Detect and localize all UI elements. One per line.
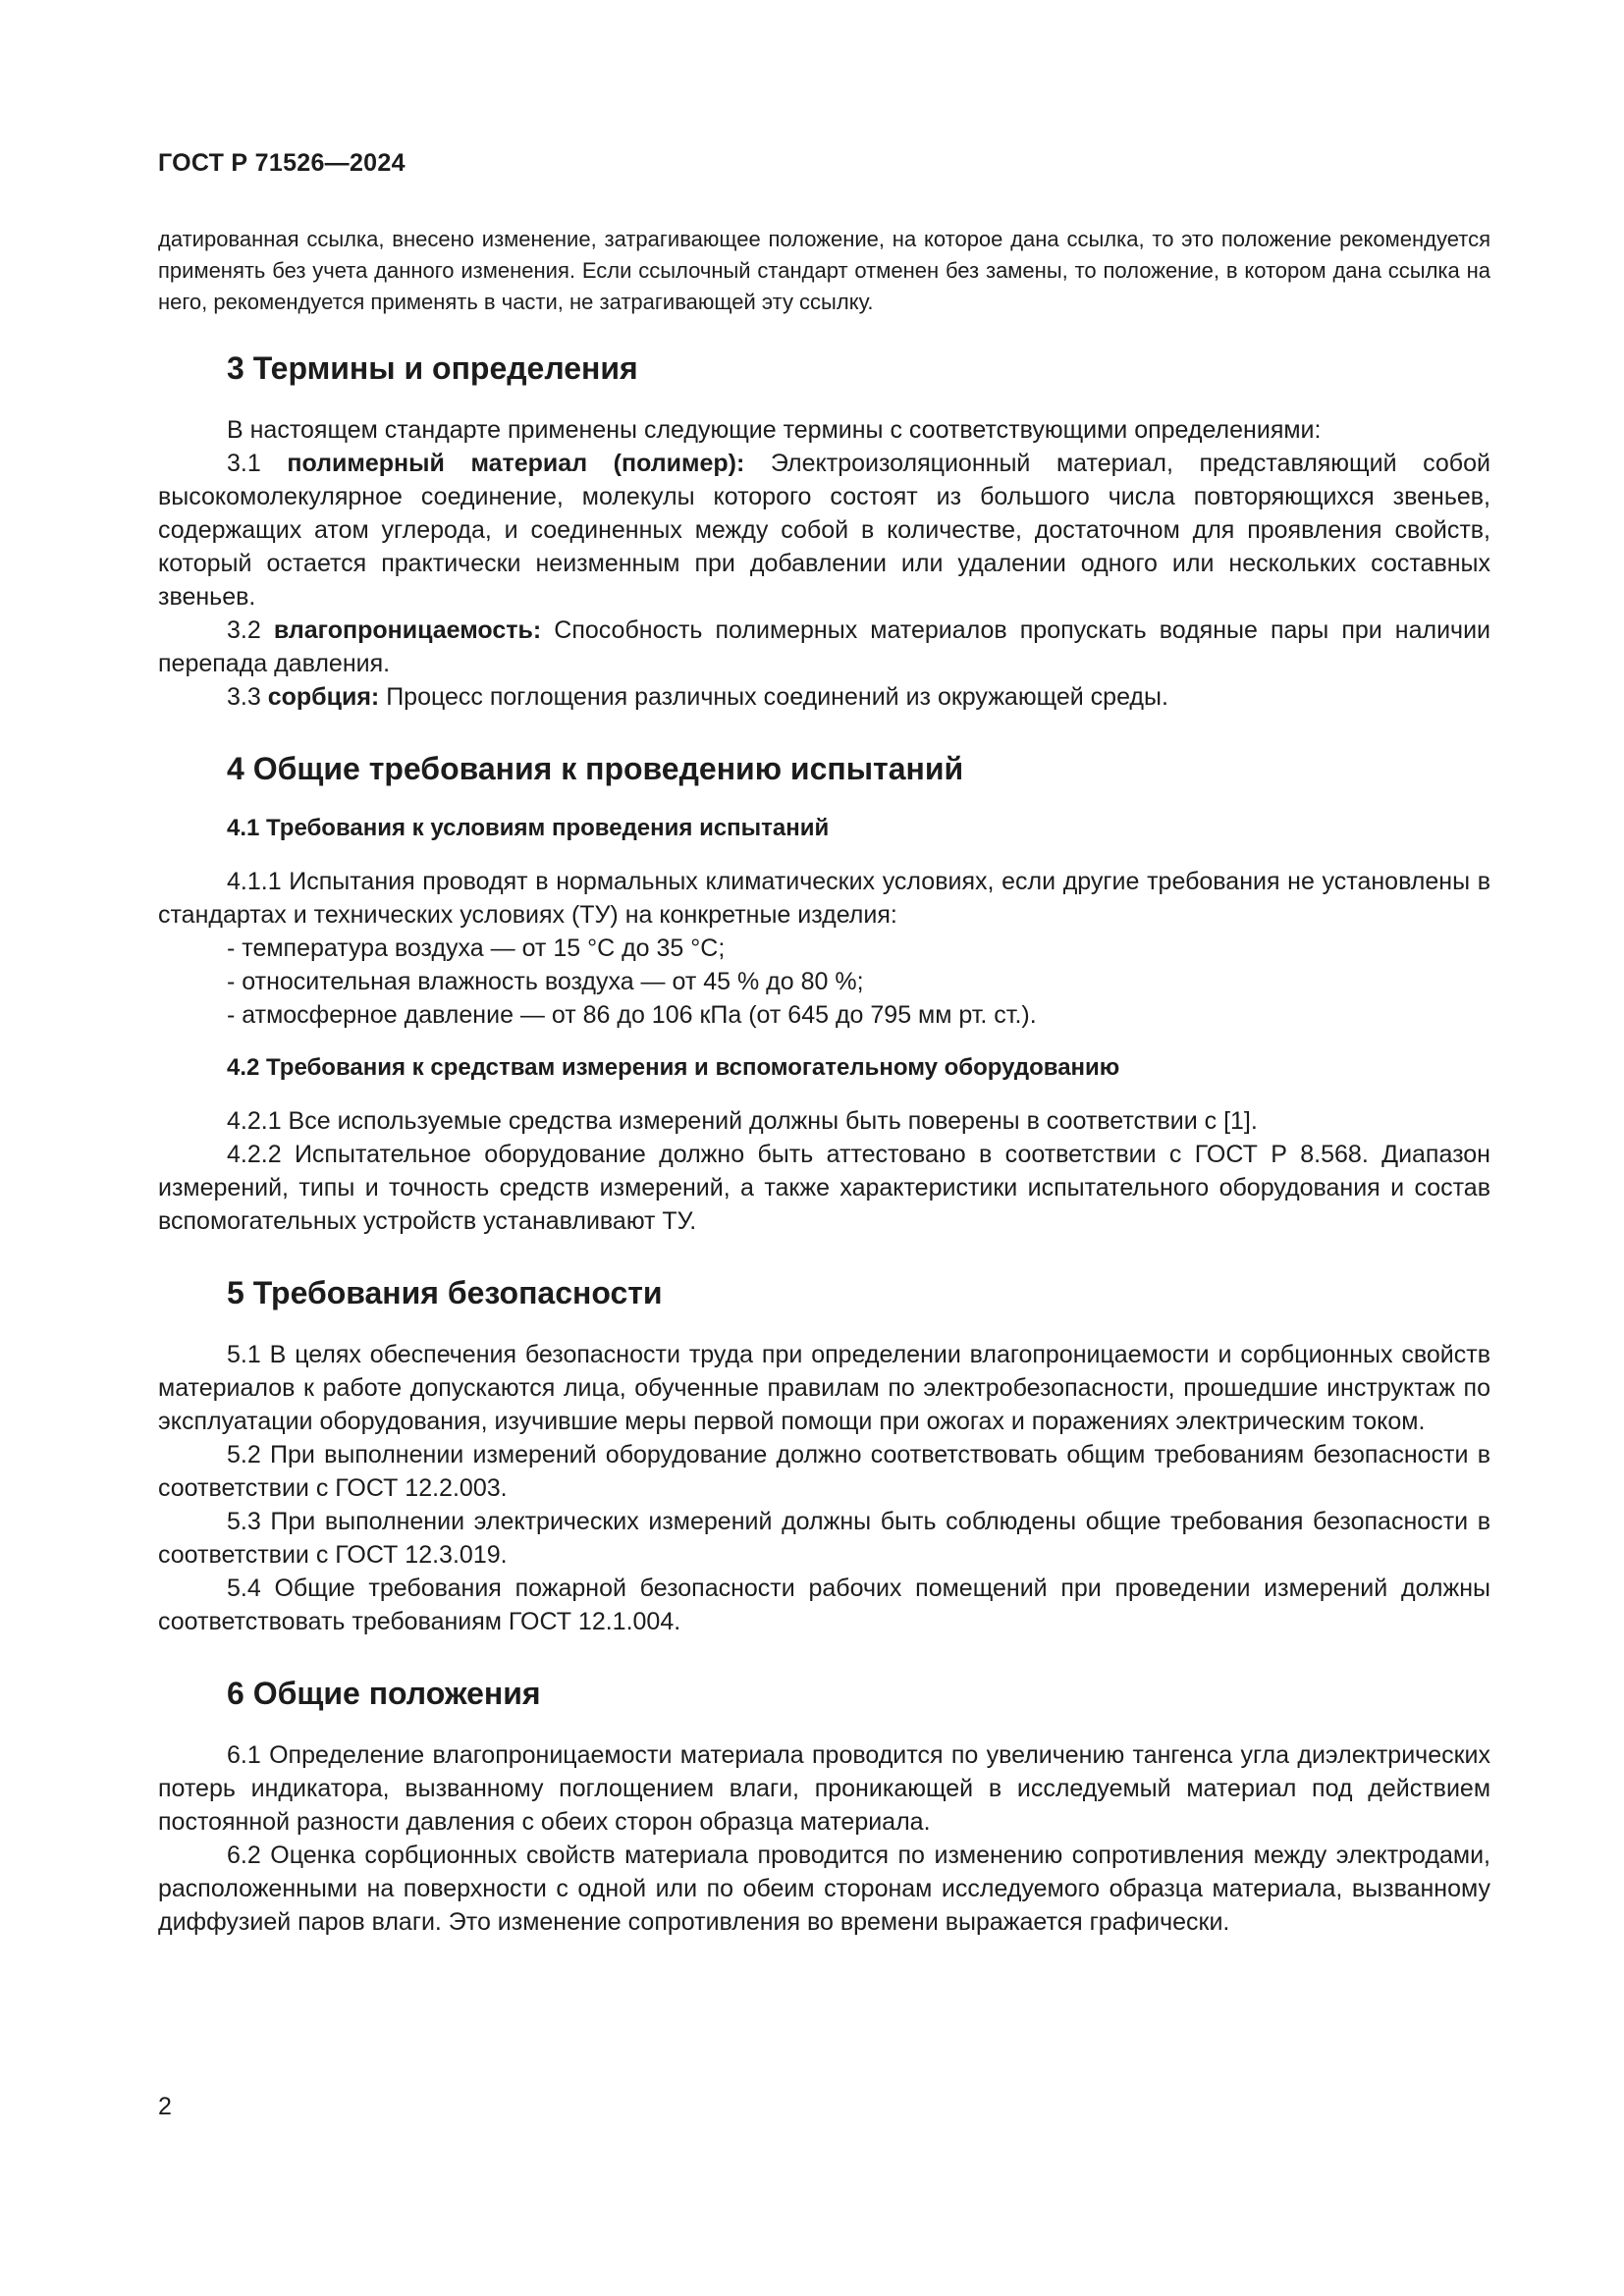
- section-4: [158, 749, 1490, 1238]
- term-name: влагопроницаемость:: [273, 616, 542, 644]
- clause-4-2-1: 4.2.1 Все используемые средства измерений должны быть поверены в соответствии с [1].: [227, 1107, 1258, 1135]
- clause-6-1: 6.1 Определение влагопроницаемости материала проводится по увеличению тангенса угла диэлектрических потерь индикатора, вызванному поглощением влаги, проникающей в исследуемый материал под действием постоянной разности давления с обеих сторон образца материала.: [158, 1741, 1490, 1836]
- main-content: [158, 348, 1490, 1974]
- subsection-4-2-title: 4.2 Требования к средствам измерения и вспомогательному оборудованию: [227, 1054, 1120, 1081]
- subsection-4-1-title: 4.1 Требования к условиям проведения испытаний: [227, 815, 830, 841]
- section-4-title: 4 Общие требования к проведению испытаний: [227, 751, 964, 786]
- term-3-2: 3.2 влагопроницаемость: Способность полимерных материалов пропускать водяные пары при наличии перепада давления.: [158, 616, 1490, 677]
- clause-5-2: 5.2 При выполнении измерений оборудование должно соответствовать общим требованиям безопасности в соответствии с ГОСТ 12.2.003.: [158, 1441, 1490, 1502]
- section-5: [158, 1273, 1490, 1638]
- section-5-title: 5 Требования безопасности: [227, 1275, 663, 1310]
- list-item: - относительная влажность воздуха — от 45 % до 80 %;: [227, 968, 864, 995]
- page-number: 2: [158, 2093, 172, 2120]
- section-3: [158, 348, 1490, 714]
- clause-6-2: 6.2 Оценка сорбционных свойств материала проводится по изменению сопротивления между электродами, расположенными на поверхности с одной или по обеим сторонам исследуемого образца материала, вызванному диффузией паров влаги. Это изменение сопротивления во времени выражается графически.: [158, 1842, 1490, 1936]
- term-name: полимерный материал (полимер):: [287, 450, 745, 477]
- term-3-1: 3.1 полимерный материал (полимер): Электроизоляционный материал, представляющий собой высокомолекулярное соединение, молекулы которого состоят из большого числа повторяющихся звеньев, содержащих атом углерода, и соединенных между собой в количестве, достаточном для проявления свойств, который остается практически неизменным при добавлении или удалении одного или нескольких составных звеньев.: [158, 450, 1490, 611]
- section-6-title: 6 Общие положения: [227, 1676, 541, 1711]
- standard-code: ГОСТ Р 71526—2024: [158, 149, 406, 177]
- clause-4-1-1: 4.1.1 Испытания проводят в нормальных климатических условиях, если другие требования не установлены в стандартах и технических условиях (ТУ) на конкретные изделия:: [158, 868, 1490, 929]
- list-item: - температура воздуха — от 15 °С до 35 °С;: [227, 934, 726, 962]
- term-name: сорбция:: [267, 683, 380, 711]
- clause-5-1: 5.1 В целях обеспечения безопасности труда при определении влагопроницаемости и сорбционных свойств материалов к работе допускаются лица, обученные правилам по электробезопасности, прошедшие инструктаж по эксплуатации оборудования, изучившие меры первой помощи при ожогах и поражениях электрическим током.: [158, 1341, 1490, 1435]
- clause-4-2-2: 4.2.2 Испытательное оборудование должно быть аттестовано в соответствии с ГОСТ Р 8.568. Диапазон измерений, типы и точность средств измерений, а также характеристики испытательного оборудования и состав вспомогательных устройств устанавливают ТУ.: [158, 1141, 1490, 1235]
- list-item: - атмосферное давление — от 86 до 106 кПа (от 645 до 795 мм рт. ст.).: [227, 1001, 1037, 1029]
- section-3-title: 3 Термины и определения: [227, 350, 638, 386]
- section-6: [158, 1674, 1490, 1939]
- section-3-lead: В настоящем стандарте применены следующие термины с соответствующими определениями:: [227, 416, 1322, 444]
- clause-5-3: 5.3 При выполнении электрических измерений должны быть соблюдены общие требования безопасности в соответствии с ГОСТ 12.3.019.: [158, 1508, 1490, 1569]
- intro-paragraph: датированная ссылка, внесено изменение, затрагивающее положение, на которое дана ссылка, то это положение рекомендуется применять без учета данного изменения. Если ссылочный стандарт отменен без замены, то положение, в котором дана ссылка на него, рекомендуется применять в части, не затрагивающей эту ссылку.: [158, 227, 1490, 314]
- clause-5-4: 5.4 Общие требования пожарной безопасности рабочих помещений при проведении измерений должны соответствовать требованиям ГОСТ 12.1.004.: [158, 1575, 1490, 1635]
- term-3-3: 3.3 сорбция: Процесс поглощения различных соединений из окружающей среды.: [227, 683, 1168, 711]
